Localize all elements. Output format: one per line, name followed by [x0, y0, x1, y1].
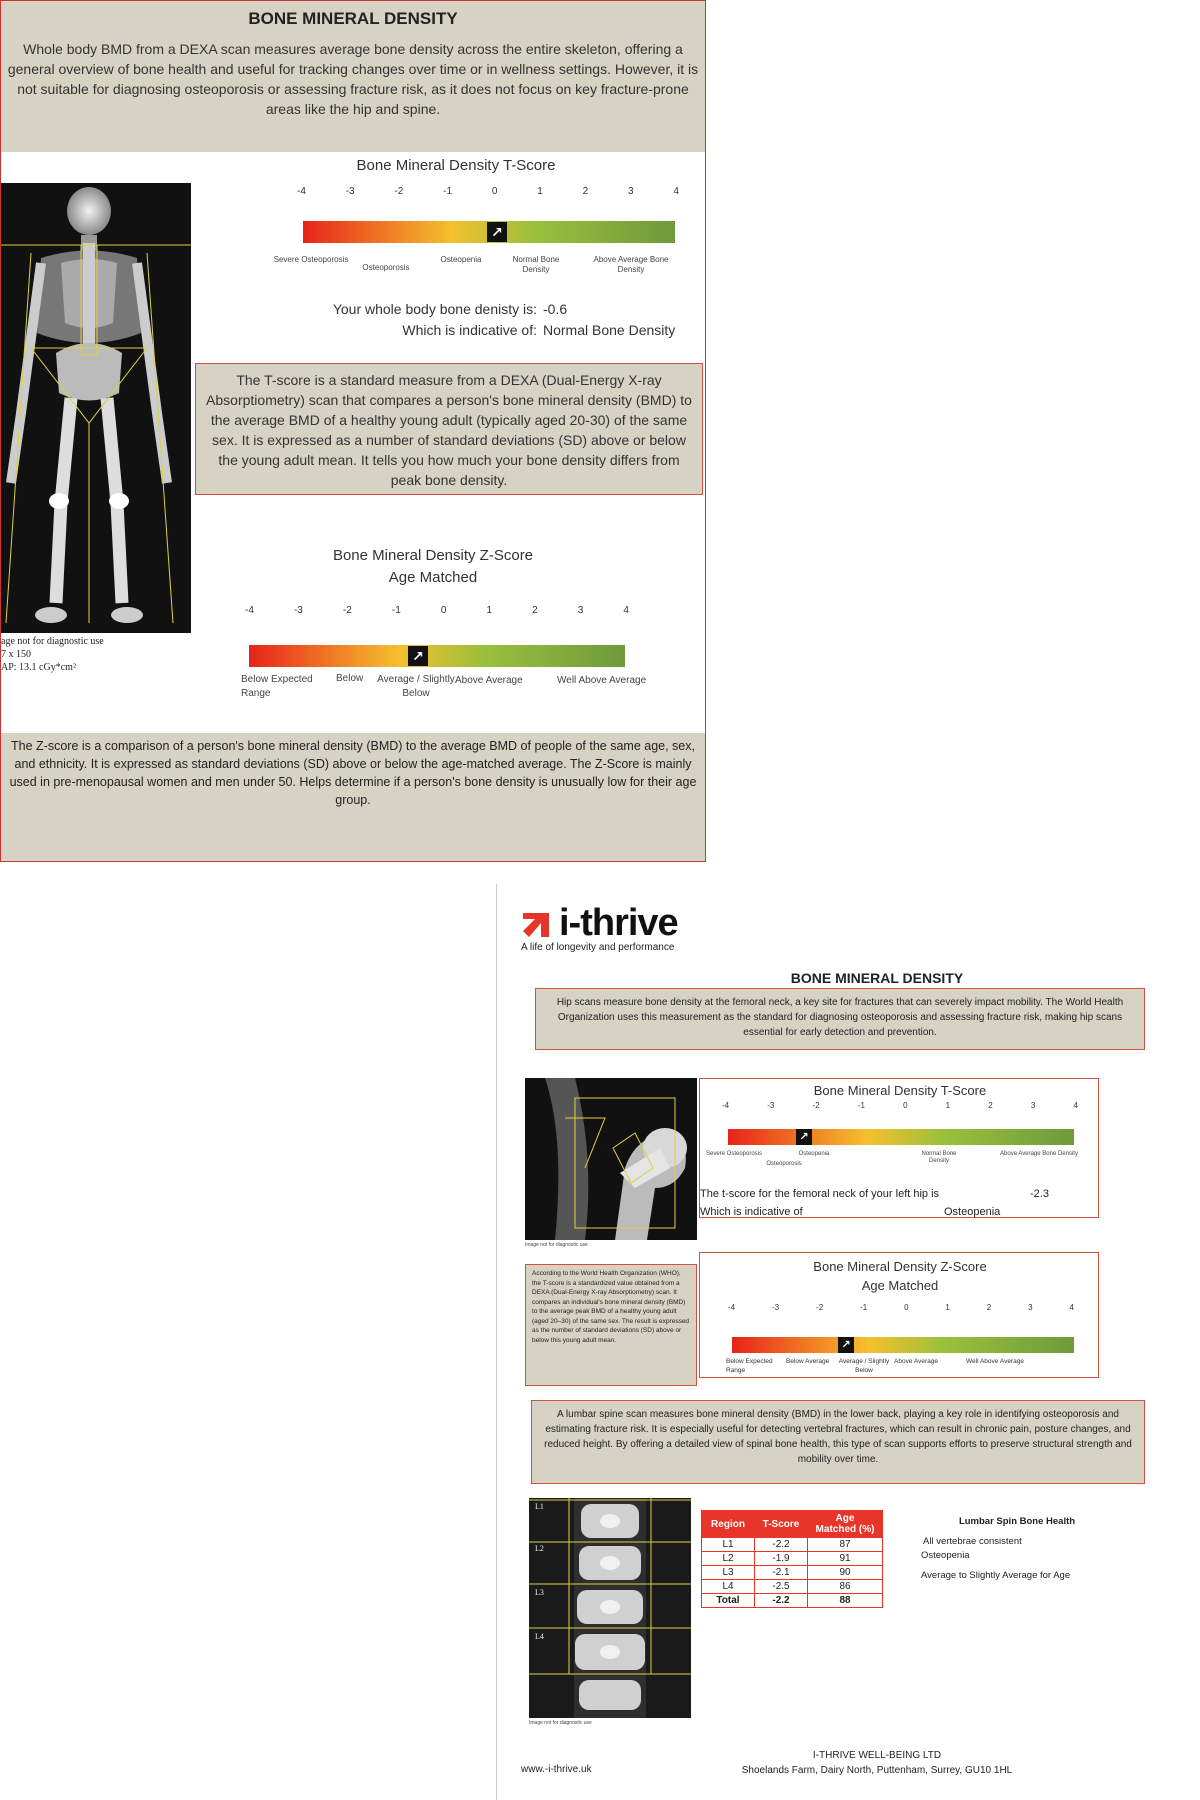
hip-indicative-label: Which is indicative of — [700, 1206, 803, 1218]
label-well-above-average: Well Above Average — [557, 675, 647, 686]
tick: 2 — [582, 186, 589, 197]
zscore-subtitle: Age Matched — [861, 1278, 939, 1293]
scan-caption-line-2: 7 x 150 — [1, 649, 31, 660]
header-tscore: T-Score — [755, 1511, 808, 1538]
tick: -4 — [297, 186, 306, 197]
page1-tscore-ticks — [297, 186, 679, 197]
hip-tscore-bar — [728, 1129, 1074, 1145]
cell-age-matched: 91 — [808, 1552, 883, 1566]
company-name: I-THRIVE WELL-BEING LTD — [812, 1750, 942, 1761]
hip-zscore-pointer-icon: ↗ — [838, 1337, 854, 1353]
zscore-title: Bone Mineral Density Z-Score — [332, 547, 534, 564]
header-age-matched: Age Matched (%) — [808, 1511, 883, 1538]
tick: 1 — [486, 605, 493, 616]
page1-zscore-title — [263, 545, 603, 589]
lumbar-results-table — [701, 1510, 883, 1608]
hip-tscore-box — [699, 1078, 1099, 1218]
hip-zscore-title — [700, 1257, 1100, 1295]
zscore-description-box — [1, 733, 705, 861]
spine-summary-line-3: Average to Slightly Average for Age — [921, 1570, 1071, 1581]
tick: 0 — [904, 1303, 909, 1312]
logo-text: i-thrive — [559, 902, 678, 944]
header-region: Region — [702, 1511, 755, 1538]
lumbar-spine-image — [529, 1498, 691, 1718]
who-note: According to the World Health Organization (WHO), the T-score is a standardized value obtained from a DEXA (Dual-Energy X-ray Absorptiometry) scan. It compares an individual's bone mineral density (BMD) to the average peak BMD of a healthy young adult (aged 20–30) of the same sex. The result is expressed as the number of standard deviations (SD) above or below this young adult mean. — [532, 1270, 690, 1344]
tick: 0 — [440, 605, 447, 616]
tick: 3 — [1030, 1101, 1036, 1110]
label-average-slightly-below: Average / Slightly Below — [838, 1358, 890, 1374]
hip-zscore-labels — [726, 1357, 1096, 1377]
zscore-description: The Z-score is a comparison of a person's bone mineral density (BMD) to the average BMD of people of the same age, sex, and ethnicity. It is expressed as standard deviations (SD) above or below the age-matched average. The Z-Score is mainly used in pre-menopausal women and men under 50. Helps determine if a person's bone density is unusually low for their age group. — [9, 739, 697, 807]
table-row — [702, 1580, 883, 1594]
label-below-expected: Below Expected Range — [726, 1358, 773, 1374]
zscore-pointer-icon: ↗ — [408, 646, 428, 666]
tick: -2 — [812, 1101, 820, 1110]
label-osteoporosis: Osteoporosis — [766, 1161, 802, 1167]
label-well-above-average: Well Above Average — [966, 1358, 1024, 1365]
footer-company — [677, 1748, 1077, 1778]
tick: 4 — [1073, 1101, 1078, 1110]
cell-region: L3 — [702, 1566, 755, 1580]
spine-intro-box — [531, 1400, 1145, 1484]
page1-zscore-bar — [249, 645, 625, 667]
hip-tscore-labels — [704, 1151, 1096, 1173]
hip-indicative-value: Osteopenia — [944, 1206, 1001, 1218]
cell-age-matched: 86 — [808, 1580, 883, 1594]
page1-zscore-ticks — [245, 605, 629, 616]
vertebra-label-l2: L2 — [535, 1544, 544, 1553]
tick: 3 — [628, 186, 634, 197]
cell-tscore: -2.5 — [755, 1580, 808, 1594]
hip-zscore-ticks — [728, 1303, 1074, 1312]
tscore-pointer-icon: ↗ — [487, 222, 507, 242]
scan-caption-line-3: AP: 13.1 cGy*cm² — [1, 662, 76, 673]
tick: 1 — [945, 1101, 951, 1110]
hip-tscore-ticks — [722, 1101, 1078, 1110]
spine-summary-line-1: All vertebrae consistent — [923, 1536, 1022, 1547]
tick: -2 — [394, 186, 404, 197]
vertebra-label-l4: L4 — [535, 1632, 544, 1641]
label-normal-bone-density: Normal Bone Density — [512, 255, 560, 274]
hip-result-value: -2.3 — [1030, 1188, 1049, 1200]
hip-tscore-title: Bone Mineral Density T-Score — [813, 1083, 987, 1098]
tick: -4 — [728, 1303, 736, 1312]
table-row — [702, 1538, 883, 1552]
who-note-box — [525, 1264, 697, 1386]
tick: -3 — [767, 1101, 775, 1110]
page1-tscore-title: Bone Mineral Density T-Score — [356, 157, 556, 174]
tick: -1 — [857, 1101, 865, 1110]
hip-intro-box — [535, 988, 1145, 1050]
page1-tscore-labels — [271, 255, 691, 285]
tick: 4 — [623, 605, 629, 616]
tick: -4 — [245, 605, 254, 616]
tick: 3 — [1028, 1303, 1033, 1312]
label-severe-osteoporosis: Severe Osteoporosis — [705, 1151, 763, 1157]
table-row — [702, 1552, 883, 1566]
tick: -3 — [293, 605, 303, 616]
tscore-description-box — [195, 363, 703, 495]
scan-caption-line-1: age not for diagnostic use — [1, 636, 104, 647]
spine-intro: A lumbar spine scan measures bone mineral density (BMD) in the lower back, playing a key role in identifying osteoporosis and estimating fracture risk. It is especially useful for detecting vertebral fractures, which can result in chronic pain, posture changes, and reduced height. By offering a detailed view of spinal bone health, this type of scan supports efforts to preserve structural strength and mobility over time. — [544, 1409, 1132, 1465]
cell-tscore: -2.1 — [755, 1566, 808, 1580]
tick: 4 — [673, 186, 679, 197]
hip-result-label: The t-score for the femoral neck of your left hip is — [700, 1188, 940, 1200]
i-thrive-logo — [521, 902, 678, 945]
tick: -2 — [816, 1303, 824, 1312]
cell-region: Total — [702, 1594, 755, 1608]
spine-summary-title: Lumbar Spin Bone Health — [958, 1516, 1076, 1527]
tick: 2 — [532, 605, 538, 616]
cell-tscore: -2.2 — [755, 1538, 808, 1552]
logo-arrow-icon — [521, 909, 555, 939]
cell-region: L2 — [702, 1552, 755, 1566]
hip-result-line-1 — [700, 1185, 1096, 1203]
label-above-average: Above Average — [894, 1358, 938, 1365]
vertebra-label-l3: L3 — [535, 1588, 544, 1597]
indicative-label: Which is indicative of: — [402, 322, 537, 338]
logo-tagline: A life of longevity and performance — [521, 942, 675, 953]
hip-result — [700, 1185, 1096, 1221]
cell-tscore: -2.2 — [755, 1594, 808, 1608]
label-average-slightly-below: Average / Slightly Below — [377, 674, 455, 699]
tick: 2 — [986, 1303, 992, 1312]
hip-intro: Hip scans measure bone density at the femoral neck, a key site for fractures that can severely impact mobility. The World Health Organization uses this measurement as the standard for diagnosing osteoporosis and assessing fracture risk, making hip scans essential for early detection and prevention. — [556, 997, 1124, 1038]
tick: -3 — [345, 186, 355, 197]
label-below: Below — [336, 673, 364, 684]
tick: -1 — [443, 186, 453, 197]
hip-scan-caption: Image not for diagnostic use — [525, 1242, 588, 1248]
tick: -3 — [772, 1303, 780, 1312]
tick: 4 — [1069, 1303, 1074, 1312]
indicative-value: Normal Bone Density — [543, 322, 676, 338]
label-normal-bone-density: Normal Bone Density — [921, 1151, 957, 1165]
label-below-expected: Below Expected Range — [241, 674, 313, 699]
page1-header-panel — [1, 1, 705, 152]
tick: 2 — [988, 1101, 993, 1110]
table-row-total — [702, 1594, 883, 1608]
footer-url[interactable]: www.-i-thrive.uk — [521, 1764, 592, 1775]
page-2 — [496, 884, 1200, 1800]
result-line-1 — [301, 299, 701, 320]
page1-result — [301, 299, 701, 341]
label-osteopenia: Osteopenia — [440, 255, 482, 264]
cell-age-matched: 87 — [808, 1538, 883, 1552]
tick: 1 — [945, 1303, 950, 1312]
result-label: Your whole body bone denisty is: — [332, 301, 537, 317]
hip-zscore-box — [699, 1252, 1099, 1378]
vertebra-label-l1: L1 — [535, 1502, 544, 1511]
tick: -2 — [342, 605, 352, 616]
table-row — [702, 1566, 883, 1580]
page2-title: BONE MINERAL DENSITY — [790, 970, 964, 986]
spine-summary-line-2: Osteopenia — [921, 1550, 970, 1561]
result-value: -0.6 — [543, 301, 568, 317]
cell-tscore: -1.9 — [755, 1552, 808, 1566]
tick: 0 — [491, 186, 498, 197]
tscore-description: The T-score is a standard measure from a DEXA (Dual-Energy X-ray Absorptiometry) scan that compares a person's bone mineral density (BMD) to the average BMD of a healthy young adult (typically aged 20-30) of the same sex. It is expressed as a number of standard deviations (SD) above or below the young adult mean. It tells you how much your bone density differs from peak bone density. — [206, 372, 692, 488]
cell-age-matched: 90 — [808, 1566, 883, 1580]
tick: -4 — [722, 1101, 730, 1110]
zscore-subtitle: Age Matched — [388, 569, 478, 586]
table-header-row — [702, 1511, 883, 1538]
hip-scan-image — [525, 1078, 697, 1240]
page1-title: BONE MINERAL DENSITY — [248, 9, 458, 28]
tick: -1 — [391, 605, 401, 616]
label-osteoporosis: Osteoporosis — [362, 263, 410, 272]
label-above-average: Above Average Bone Density — [1000, 1151, 1078, 1157]
page1-intro: Whole body BMD from a DEXA scan measures average bone density across the entire skeleton, offering a general overview of bone health and useful for tracking changes over time or in wellness settings. However, it is not suitable for diagnosing osteoporosis or assessing fracture risk, as it does not focus on key fracture-prone areas like the hip and spine. — [7, 41, 699, 117]
label-above-average: Above Average Bone Density — [593, 255, 669, 274]
label-above-average: Above Average — [455, 675, 523, 686]
label-below-average: Below Average — [786, 1358, 830, 1365]
hip-tscore-pointer-icon: ↗ — [796, 1129, 812, 1145]
whole-body-scan-image — [1, 183, 191, 633]
hip-zscore-bar — [732, 1337, 1074, 1353]
spine-summary — [917, 1516, 1117, 1583]
company-address: Shoelands Farm, Dairy North, Puttenham, Surrey, GU10 1HL — [741, 1765, 1013, 1776]
scan-caption — [1, 635, 104, 674]
tick: 1 — [537, 186, 543, 197]
page-1 — [0, 0, 706, 862]
label-severe-osteoporosis: Severe Osteoporosis — [273, 255, 349, 264]
result-line-2 — [301, 320, 701, 341]
tick: -1 — [860, 1303, 868, 1312]
hip-result-line-2 — [700, 1203, 1096, 1221]
zscore-title: Bone Mineral Density Z-Score — [813, 1259, 987, 1274]
label-osteopenia: Osteopenia — [798, 1151, 830, 1157]
page1-zscore-labels — [241, 673, 661, 703]
cell-region: L4 — [702, 1580, 755, 1594]
tick: 3 — [577, 605, 584, 616]
spine-scan-caption: Image not for diagnostic use — [529, 1720, 592, 1726]
cell-age-matched: 88 — [808, 1594, 883, 1608]
tick: 0 — [903, 1101, 908, 1110]
cell-region: L1 — [702, 1538, 755, 1552]
